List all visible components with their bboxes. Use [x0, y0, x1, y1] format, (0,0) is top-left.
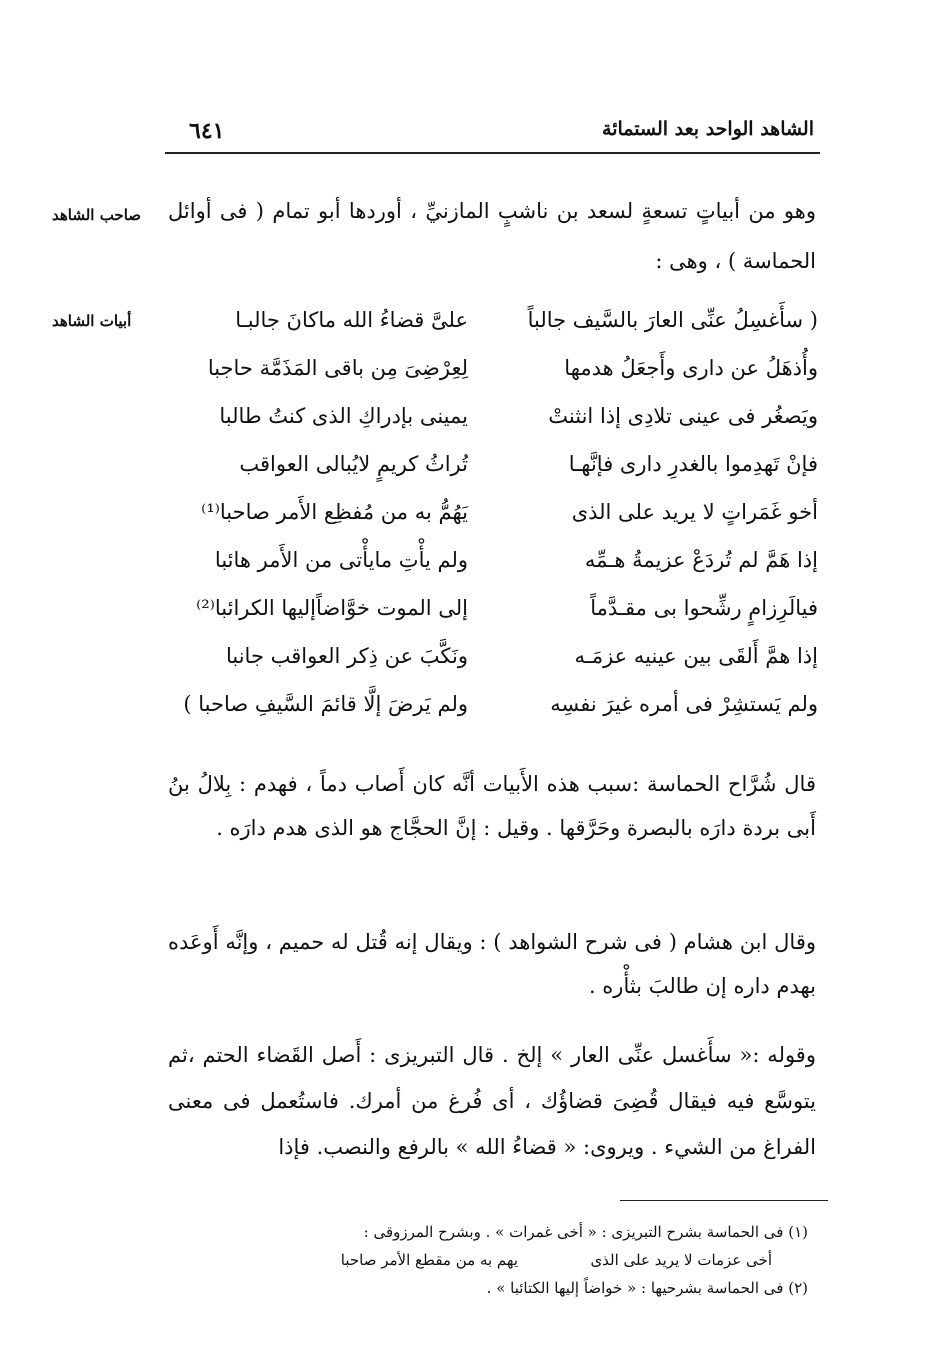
- header-rule: [165, 152, 820, 154]
- verse-first-hemistich: فإنْ تَهدِموا بالغدرِ دارى فإنَّهـا: [568, 452, 818, 476]
- verse-first-hemistich: إذا همَّ أَلقَى بين عينيه عزمَـه: [574, 644, 818, 668]
- footnote-rule: [620, 1200, 828, 1201]
- verse-second-hemistich: تُراثُ كريمٍ لايُبالى العواقب: [239, 452, 468, 476]
- running-header: [165, 112, 820, 152]
- footnote-verse-first-hemistich: أخى عزمات لا يريد على الذى: [590, 1251, 772, 1269]
- verse-first-hemistich: أخو غَمَراتٍ لا يريد على الذى: [571, 500, 818, 524]
- poem-verse: [170, 296, 818, 344]
- poem-verse: [170, 536, 818, 584]
- verse-second-hemistich: ولم يَرضَ إلَّا قائمَ السَّيفِ صاحبا ): [183, 692, 468, 716]
- verse-second-hemistich: يَهُمُّ به من مُفظِع الأَمر صاحبا⁽¹⁾: [201, 500, 468, 524]
- verse-second-hemistich: لِعِرْضِىَ مِن باقى المَذَمَّة حاجبا: [207, 356, 468, 380]
- verse-second-hemistich: ولم يأْتِ مايأْتى من الأَمر هائبا: [214, 548, 468, 572]
- verse-first-hemistich: إذا هَمَّ لم تُردَعْ عزيمةُ هـمِّه: [584, 548, 818, 572]
- poem-verse: [170, 344, 818, 392]
- page-number: ٦٤١: [189, 118, 225, 144]
- intro-paragraph: وهو من أبياتٍ تسعةٍ لسعد بن ناشبٍ المازنيِّ ، أوردها أبو تمام ( فى أوائل الحماسة ) ، وهى :: [168, 199, 816, 273]
- verse-first-hemistich: وأُذهَلُ عن دارى وأَجعَلُ هدمها: [564, 356, 818, 380]
- verse-first-hemistich: ويَصغُر فى عينى تلادِى إذا انثنتْ: [548, 404, 818, 428]
- chapter-title: الشاهد الواحد بعد الستمائة: [602, 118, 814, 140]
- margin-note-verses: أبيات الشاهد: [52, 312, 132, 330]
- verse-first-hemistich: فيالَرِزامٍ رشِّحوا بى مقـدَّماً: [590, 596, 818, 620]
- poem-verse: [170, 440, 818, 488]
- verse-first-hemistich: ولم يَستشِرْ فى أمره غيرَ نفسِه: [550, 692, 818, 716]
- footnotes: [168, 1218, 808, 1302]
- poem-verse: [170, 392, 818, 440]
- footnote-2: (٢) فى الحماسة بشرحيها : « خواضاً إليها الكتائبا » .: [486, 1279, 808, 1297]
- poem: [170, 296, 818, 728]
- poem-verse: [170, 488, 818, 536]
- tabrizi-paragraph: وقوله :« سأَغسل عنِّى العار » إلخ . قال التبريزى : أَصل القَضاء الحتم ،ثم يتوسَّع فيه فيقال قُضِىَ قضاؤُك ، أى فُرغ من أمرك. فاستُعمل فى معنى الفراغ من الشيء . ويروى: « قضاءُ الله » بالرفع والنصب. فإذا: [168, 1043, 816, 1159]
- footnote-verse-second-hemistich: يهم به من مقطع الأمر صاحبا: [340, 1251, 518, 1269]
- footnote-1: (١) فى الحماسة بشرح التبريزى : « أخى غمرات » . وبشرح المرزوقى :: [363, 1223, 808, 1241]
- poem-verse: [170, 632, 818, 680]
- verse-second-hemistich: إلى الموت خوَّاضاًإليها الكرائبا⁽²⁾: [196, 596, 468, 620]
- verse-second-hemistich: ونَكَّبَ عن ذِكر العواقب جانبا: [225, 644, 468, 668]
- poem-verse: [170, 584, 818, 632]
- footnote-1-verse: [168, 1246, 808, 1274]
- poem-verse: [170, 680, 818, 728]
- verse-second-hemistich: علىَّ قضاءُ الله ماكانَ جالبـا: [235, 308, 468, 332]
- ibn-hisham-paragraph: وقال ابن هشام ( فى شرح الشواهد ) : ويقال إنه قُتل له حميم ، وإنَّه أَوعَده بهدم داره إن طالبَ بثأْره .: [168, 930, 816, 998]
- verse-first-hemistich: ( سأَغسِلُ عنِّى العارَ بالسَّيف جالباً: [527, 308, 818, 332]
- verse-second-hemistich: يمينى بإدراكِ الذى كنتُ طالبا: [219, 404, 468, 428]
- margin-note-author: صاحب الشاهد: [52, 206, 142, 224]
- commentary-paragraph: قال شُرَّاح الحماسة :سبب هذه الأَبيات أنَّه كان أَصاب دماً ، فهدم : بِلالُ بنُ أَبى بردة دارَه بالبصرة وحَرَّقها . وقيل : إنَّ الحجَّاج هو الذى هدم دارَه .: [168, 772, 816, 840]
